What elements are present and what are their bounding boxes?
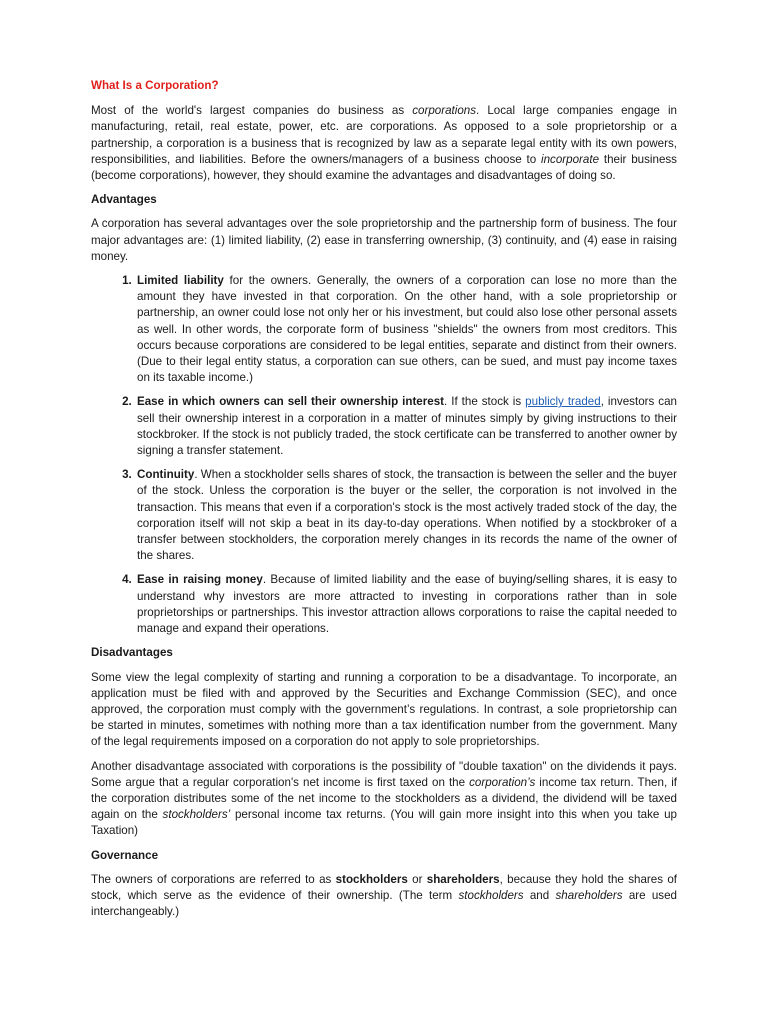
disadvantages-paragraph-1: Some view the legal complexity of starting and running a corporation to be a disadvantage. To incorporate, an application must be filed with and approved by the Securities and Exchange Commission (SEC), and once approved, the corporation must comply with the government’s regulations. In contrast, a sole proprietorship can be started in minutes, sometimes with nothing more than a tax identification number from the government. Many of the legal requirements imposed on a corporation do not apply to sole proprietorships. [91, 670, 677, 749]
paragraph-text: , because they hold the shares of stock, which serve as the evidence of their ownership. (The term [91, 872, 677, 902]
document-page [91, 78, 677, 928]
paragraph-text: and [523, 888, 556, 902]
disadvantages-paragraph-2 [91, 759, 677, 840]
list-item [135, 273, 677, 386]
intro-text: . Local large companies engage in manufacturing, retail, real estate, power, etc. are corporations. As opposed to a sole proprietorship or a partnership, a corporation is a business that is recognized by law as a separate legal entity with its own powers, responsibilities, and liabilities. Before the owners/managers of a business choose to [91, 104, 677, 166]
paragraph-text: Another disadvantage associated with corporations is the possibility of "double taxation" on the dividends it pays. Some argue that a regular corporation's net income is first taxed on the [91, 759, 677, 789]
paragraph-emphasis: corporation’s [469, 775, 536, 789]
list-item-text: . If the stock is [444, 395, 526, 409]
list-item-text: for the owners. Generally, the owners of a corporation can lose no more than the amount they have invested in that corporation. On the other hand, with a sole proprietorship or partnership, an owner could lose not only her or his investment, but could also lose other personal assets as well. In other words, the corporate form of business "shields" the owners from most creditors. This occurs because corporations are considered to be legal entities, separate and distinct from their owners. (Due to their legal entity status, a corporation can sue others, can be sued, and must pay income taxes on its taxable income.) [137, 274, 677, 385]
list-item [135, 394, 677, 459]
paragraph-text: personal income tax returns. (You will gain more insight into this when you take up Taxation) [91, 808, 677, 838]
intro-text: their business (become corporations), however, they should examine the advantages and disadvantages of doing so. [91, 152, 677, 183]
page-title: What Is a Corporation? [91, 79, 219, 92]
intro-paragraph [91, 103, 677, 184]
list-item-title: Ease in which owners can sell their ownership interest [137, 395, 445, 409]
paragraph-emphasis: stockholders [458, 888, 524, 902]
paragraph-bold: stockholders [335, 872, 408, 886]
list-item-text: . When a stockholder sells shares of stock, the transaction is between the seller and the buyer of the stock. Unless the corporation is the buyer or the seller, the corporation is not involved in the transaction. This means that even if a corporation's stock is the most actively traded stock of the day, the corporation itself will not skip a beat in its day-to-day operations. When notified by a stockbroker of a transfer between stockholders, the corporation merely changes in its records the name of the owner of the shares. [137, 468, 677, 563]
disadvantages-heading: Disadvantages [91, 646, 173, 660]
list-item [135, 467, 677, 564]
list-item-title: Limited liability [137, 274, 224, 288]
paragraph-text: The owners of corporations are referred to as [91, 872, 336, 886]
list-item-title: Continuity [137, 468, 195, 482]
paragraph-emphasis: stockholders’ [162, 808, 231, 822]
paragraph-bold: shareholders [426, 872, 500, 886]
list-item-text: , investors can sell their ownership interest in a corporation in a matter of minutes simply by giving instructions to their stockbroker. If the stock is not publicly traded, the stock certificate can be transferred to another owner by signing a transfer statement. [137, 395, 677, 458]
publicly-traded-link[interactable]: publicly traded [525, 395, 601, 409]
list-item-text: . Because of limited liability and the ease of buying/selling shares, it is easy to understand why investors are more attracted to investing in corporations rather than in sole proprietorships or partnerships. This investor attraction allows corporations to raise the capital needed to manage and expand their operations. [137, 573, 677, 636]
paragraph-emphasis: shareholders [555, 888, 623, 902]
intro-text: Most of the world's largest companies do business as [91, 104, 413, 118]
paragraph-text: are used interchangeably.) [91, 888, 677, 919]
paragraph-text: or [407, 872, 427, 886]
advantages-list [91, 273, 677, 637]
advantages-intro: A corporation has several advantages over the sole proprietorship and the partnership form of business. The four major advantages are: (1) limited liability, (2) ease in transferring ownership, (3) continuity, and (4) ease in raising money. [91, 217, 677, 263]
intro-emphasis: incorporate [541, 152, 600, 166]
list-item-title: Ease in raising money [137, 573, 263, 587]
governance-heading: Governance [91, 848, 159, 862]
intro-emphasis: corporations [412, 104, 477, 118]
list-item [135, 572, 677, 637]
governance-paragraph [91, 872, 677, 921]
advantages-heading: Advantages [91, 193, 157, 207]
paragraph-text: income tax return. Then, if the corporation distributes some of the net income to the stockholders as a dividend, the dividend will be taxed again on the [91, 775, 678, 822]
